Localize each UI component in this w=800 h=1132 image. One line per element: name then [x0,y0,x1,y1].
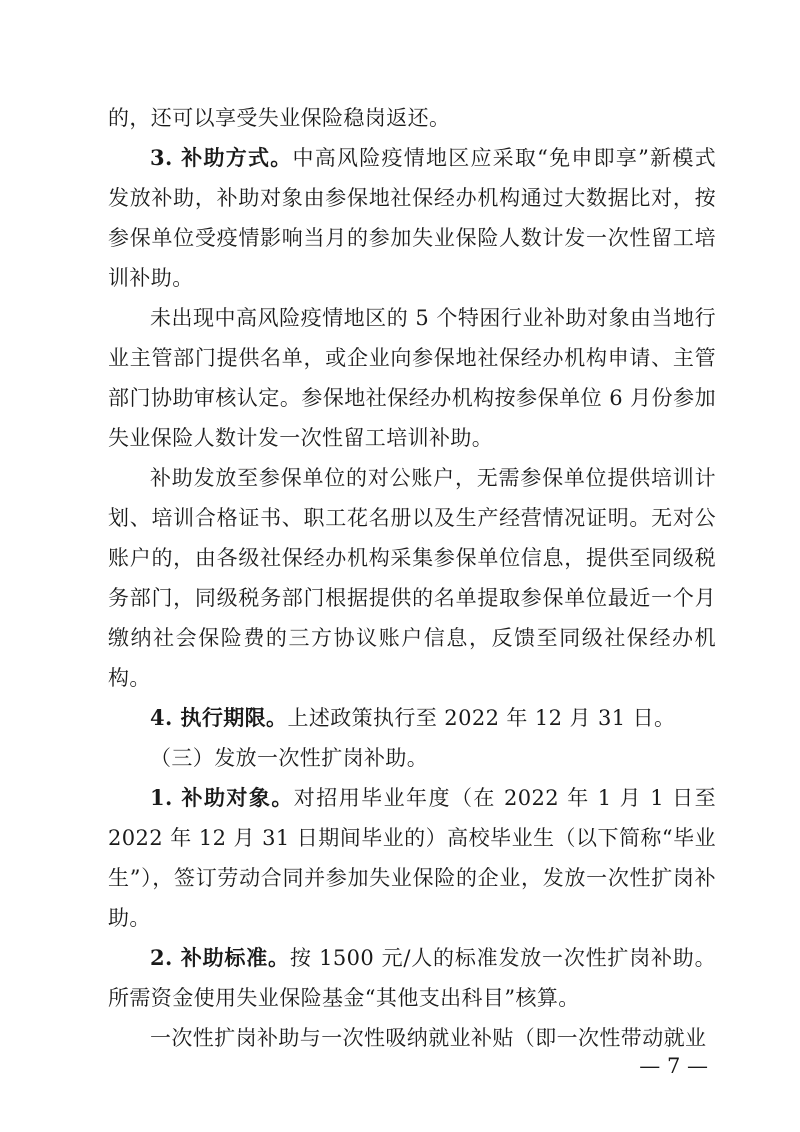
paragraph-6 [108,738,716,778]
paragraph-text: 按 1500 元/人的标准发放一次性扩岗补助。所需资金使用失业保险基金“其他支出科目”核算。 [108,946,716,1010]
paragraph-text: （三）发放一次性扩岗补助。 [150,746,429,770]
paragraph-text: 的，还可以享受失业保险稳岗返还。 [108,106,451,130]
paragraph-text: 对招用毕业年度（在 2022 年 1 月 1 日至 2022 年 12 月 31 日期间毕业的）高校毕业生（以下简称“毕业生”），签订劳动合同并参加失业保险的企业，发放一次性扩岗补助。 [108,786,717,930]
paragraph-7 [108,778,716,938]
paragraph-4 [108,458,716,698]
paragraph-3 [108,298,716,458]
page-number: — 7 — [639,1054,708,1078]
paragraph-2 [108,138,716,298]
paragraph-text: 未出现中高风险疫情地区的 5 个特困行业补助对象由当地行业主管部门提供名单，或企业向参保地社保经办机构申请、主管部门协助审核认定。参保地社保经办机构按参保单位 6 月份参加失业保险人数计发一次性留工培训补助。 [108,306,716,450]
paragraph-lead: 2. 补助标准。 [150,945,290,970]
paragraph-lead: 1. 补助对象。 [150,785,294,810]
paragraph-text: 中高风险疫情地区应采取“免申即享”新模式发放补助，补助对象由参保地社保经办机构通过大数据比对，按参保单位受疫情影响当月的参加失业保险人数计发一次性留工培训补助。 [108,146,716,290]
paragraph-lead: 4. 执行期限。 [150,705,288,730]
paragraph-9 [108,1018,716,1058]
paragraph-8 [108,938,716,1018]
paragraph-text: 上述政策执行至 2022 年 12 月 31 日。 [287,706,676,730]
paragraph-lead: 3. 补助方式。 [150,145,293,170]
paragraph-text: 一次性扩岗补助与一次性吸纳就业补贴（即一次性带动就业 [150,1026,707,1050]
paragraph-1 [108,98,716,138]
paragraph-5 [108,698,716,738]
body-text [108,98,716,1058]
paragraph-text: 补助发放至参保单位的对公账户，无需参保单位提供培训计划、培训合格证书、职工花名册以及生产经营情况证明。无对公账户的，由各级社保经办机构采集参保单位信息，提供至同级税务部门，同级税务部门根据提供的名单提取参保单位最近一个月缴纳社会保险费的三方协议账户信息，反馈至同级社保经办机构。 [108,466,716,690]
